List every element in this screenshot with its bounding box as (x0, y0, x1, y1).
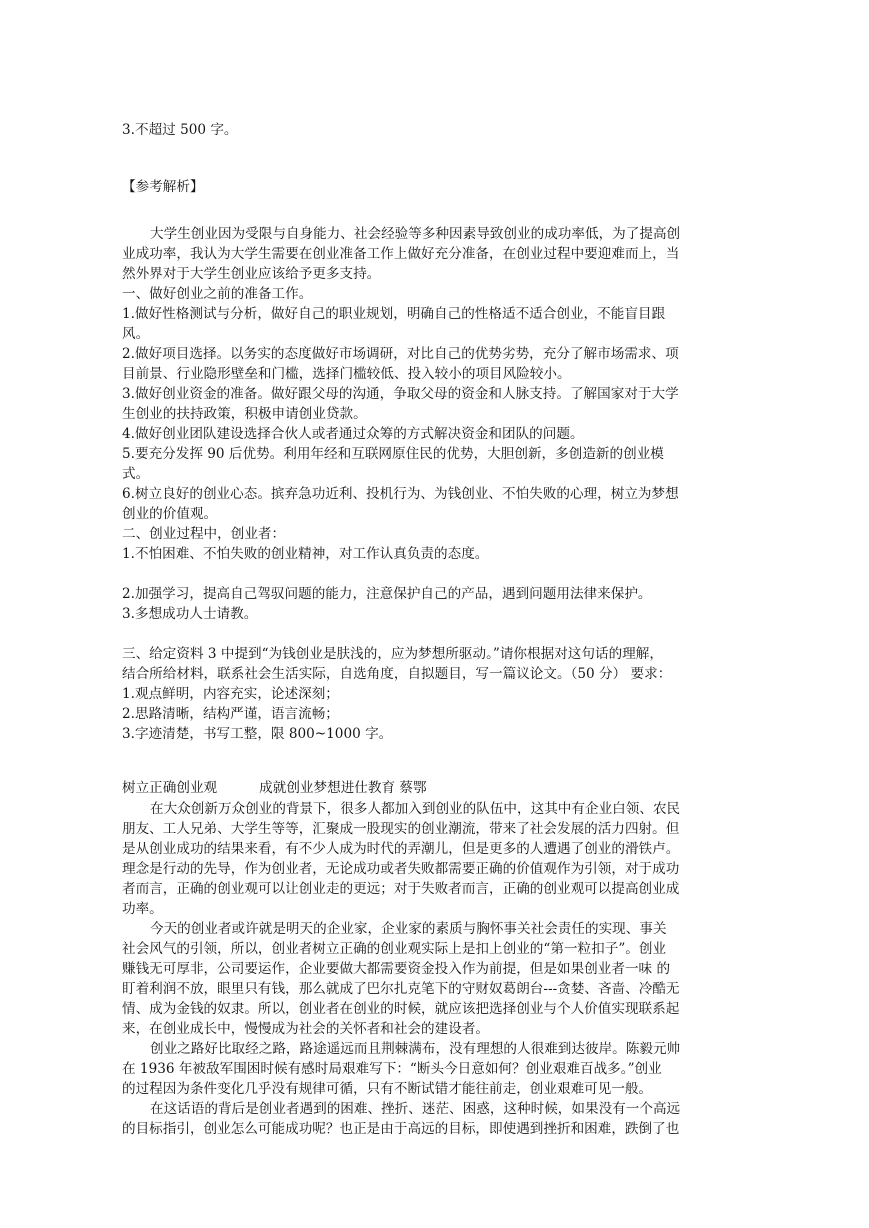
analysis-part2-line: 3.多想成功人士请教。 (122, 606, 258, 622)
essay-title-main: 树立正确创业观 (122, 780, 218, 796)
essay-title (122, 778, 427, 798)
question3-line: 三、给定资料 3 中提到“为钱创业是肤浅的，应为梦想所驱动。”请你根据对这句话的理解， (122, 646, 663, 662)
analysis-part1-line: 风。 (122, 326, 150, 342)
requirement-item-3: 3.不超过 500 字。 (122, 122, 238, 138)
analysis-part1-line: 4.做好创业团队建设选择合伙人或者通过众筹的方式解决资金和团队的问题。 (122, 426, 584, 442)
essay-line: 者而言，正确的创业观可以让创业走的更远；对于失败者而言，正确的创业观可以提高创业成 (122, 881, 680, 897)
essay-line: 在这话语的背后是创业者遇到的困难、挫折、迷茫、困惑，这种时候，如果没有一个高远 (150, 1101, 681, 1117)
essay-line: 创业之路好比取经之路，路途遥远而且荆棘满布，没有理想的人很难到达彼岸。陈毅元帅 (150, 1041, 681, 1057)
analysis-part1-line: 生创业的扶持政策，积极申请创业贷款。 (122, 406, 367, 422)
essay-line: 情、成为金钱的奴隶。所以，创业者在创业的时候，就应该把选择创业与个人价值实现联系起 (122, 1001, 680, 1017)
essay-line: 在大众创新万众创业的背景下，很多人都加入到创业的队伍中，这其中有企业白领、农民 (150, 801, 681, 817)
question3-line: 3.字迹清楚，书写工整，限 800~1000 字。 (122, 726, 393, 742)
question3-line: 2.思路清晰，结构严谨，语言流畅； (122, 706, 339, 722)
analysis-part1-line: 2.做好项目选择。以务实的态度做好市场调研，对比自己的优势劣势，充分了解市场需求、项 (122, 346, 679, 362)
question3-line: 1.观点鲜明，内容充实，论述深刻； (122, 686, 339, 702)
essay-line: 朋友、工人兄弟、大学生等等，汇聚成一股现实的创业潮流，带来了社会发展的活力四射。但 (122, 821, 680, 837)
essay-title-byline: 成就创业梦想进仕教育 蔡鄂 (259, 780, 427, 796)
analysis-part1-line: 1.做好性格测试与分析，做好自己的职业规划，明确自己的性格适不适合创业，不能盲目跟 (122, 306, 666, 322)
analysis-part1-line: 6.树立良好的创业心态。摈弃急功近利、投机行为、为钱创业、不怕失败的心理，树立为梦想 (122, 486, 679, 502)
analysis-part1-line: 目前景、行业隐形壁垒和门槛，选择门槛较低、投入较小的项目风险较小。 (122, 366, 571, 382)
essay-line: 功率。 (122, 901, 163, 917)
analysis-intro-line: 然外界对于大学生创业应该给予更多支持。 (122, 266, 381, 282)
question3-line: 结合所给材料，联系社会生活实际，自选角度，自拟题目，写一篇议论文。（50 分） 要求： (122, 666, 672, 682)
analysis-intro-line: 大学生创业因为受限与自身能力、社会经验等多种因素导致创业的成功率低，为了提高创 (150, 226, 681, 242)
analysis-part1-line: 5.要充分发挥 90 后优势。利用年经和互联网原住民的优势，大胆创新，多创造新的创业模 (122, 446, 664, 462)
essay-line: 的过程因为条件变化几乎没有规律可循，只有不断试错才能往前走，创业艰难可见一般。 (122, 1081, 653, 1097)
analysis-part1-line: 3.做好创业资金的准备。做好跟父母的沟通，争取父母的资金和人脉支持。了解国家对于大学 (122, 386, 679, 402)
analysis-part2-heading: 二、创业过程中，创业者： (122, 526, 286, 542)
analysis-part2-line: 2.加强学习，提高自己驾驭问题的能力，注意保护自己的产品，遇到问题用法律来保护。 (122, 586, 652, 602)
analysis-part1-heading: 一、做好创业之前的准备工作。 (122, 286, 313, 302)
essay-line: 在 1936 年被敌军围困时候有感时局艰难写下：“断头今日意如何？创业艰难百战多。”创业 (122, 1061, 662, 1077)
analysis-part2-line: 1.不怕困难、不怕失败的创业精神，对工作认真负责的态度。 (122, 546, 489, 562)
essay-line: 是从创业成功的结果来看，有不少人成为时代的弄潮儿，但是更多的人遭遇了创业的滑铁卢。 (122, 841, 680, 857)
essay-line: 理念是行动的先导，作为创业者，无论成功或者失败都需要正确的价值观作为引领，对于成功 (122, 861, 680, 877)
essay-line: 今天的创业者或许就是明天的企业家，企业家的素质与胸怀事关社会责任的实现、事关 (150, 921, 667, 937)
analysis-intro-line: 业成功率，我认为大学生需要在创业准备工作上做好充分准备，在创业过程中要迎难而上，当 (122, 246, 680, 262)
analysis-part1-line: 式。 (122, 466, 150, 482)
analysis-part1-line: 创业的价值观。 (122, 506, 218, 522)
essay-line: 来，在创业成长中，慢慢成为社会的关怀者和社会的建设者。 (122, 1021, 490, 1037)
analysis-heading: 【参考解析】 (122, 179, 204, 195)
essay-line: 的目标指引，创业怎么可能成功呢？也正是由于高远的目标，即使遇到挫折和困难，跌倒了也 (122, 1121, 680, 1137)
essay-line: 社会风气的引领，所以，创业者树立正确的创业观实际上是扣上创业的“第一粒扣子”。创业 (122, 941, 667, 957)
essay-line: 赚钱无可厚非，公司要运作，企业要做大都需要资金投入作为前提，但是如果创业者一味 的 (122, 961, 671, 977)
essay-line: 盯着利润不放，眼里只有钱，那么就成了巴尔扎克笔下的守财奴葛朗台---贪婪、吝啬、冷酷无 (122, 981, 680, 997)
